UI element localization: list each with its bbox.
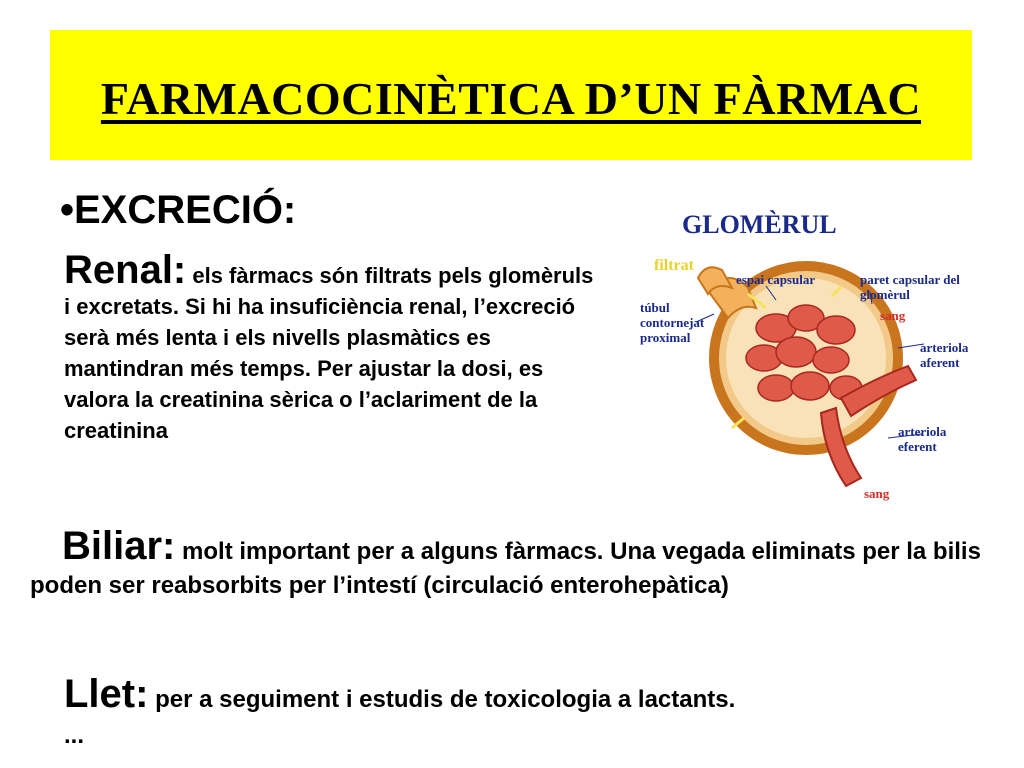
biliar-text: molt important per a alguns fàrmacs. Una vegada eliminats per la bilis poden ser reabsorbits per l’intestí (circulació enterohepàtica) [30, 538, 981, 599]
slide-title: FARMACOCINÈTICA D’UN FÀRMAC [100, 73, 922, 124]
label-tubul: túbul contornejat proximal [640, 300, 705, 345]
continuation-ellipsis: ... [64, 722, 85, 749]
llet-lead: Llet: [64, 672, 149, 716]
biliar-lead: Biliar: [62, 524, 176, 568]
renal-text: els fàrmacs són filtrats pels glomèruls i excretats. Si hi ha insuficiència renal, l’excreció serà més lenta i els nivells plasmàtics es mantindran més temps. Per ajustar la dosi, es valora la creatinina sèrica o l’aclariment de la creatinina [64, 263, 594, 443]
renal-paragraph [64, 250, 604, 446]
llet-text: per a seguiment i estudis de toxicologia a lactants. [148, 686, 736, 713]
label-arteriola-aferent: arteriola aferent [920, 340, 969, 370]
label-espai-capsular: espai capsular [736, 272, 816, 287]
label-filtrat: filtrat [654, 257, 694, 274]
capillary-tuft [746, 305, 862, 401]
title-banner [50, 30, 972, 160]
biliar-paragraph [30, 526, 990, 603]
label-arteriola-eferent: arteriola eferent [898, 424, 947, 454]
label-paret-capsular: paret capsular del glomèrul [860, 272, 960, 302]
label-sang-top: sang [880, 308, 906, 323]
diagram-title: GLOMÈRUL [682, 210, 837, 239]
glomerulus-diagram [636, 248, 996, 510]
excrecio-heading: •EXCRECIÓ: [60, 188, 297, 232]
llet-paragraph [64, 672, 735, 717]
renal-lead: Renal: [64, 248, 187, 292]
label-sang-bottom: sang [864, 486, 890, 501]
